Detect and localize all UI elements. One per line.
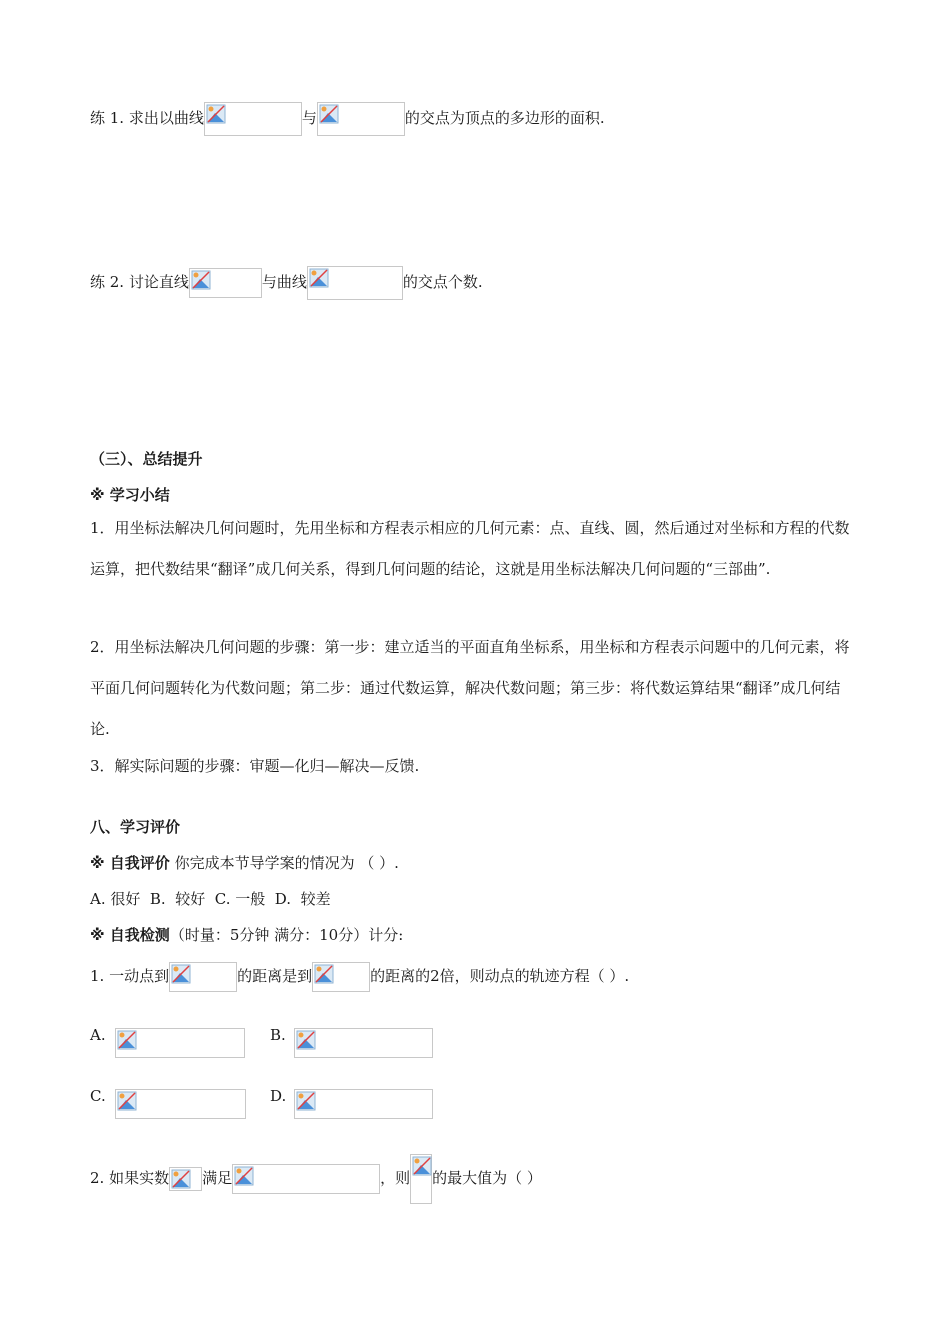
q2-text-a: 如果实数 (104, 1169, 170, 1187)
practice-2-text-c: 的交点个数. (402, 273, 483, 291)
broken-image-icon (309, 268, 329, 288)
summary-item-2: 2．用坐标法解决几何问题的步骤：第一步：建立适当的平面直角坐标系，用坐标和方程表示问题中的几何元素，将平面几何问题转化为代数问题；第二步：通过代数运算，解决代数问题；第三步：将代数运算结果“翻译”成几何结论. (90, 638, 850, 738)
q1-option-d-label: D. (270, 1087, 287, 1105)
q1-text-a: 一动点到 (104, 967, 170, 985)
self-eval-line (90, 852, 399, 874)
question-1 (90, 962, 629, 992)
q1-option-c-label: C. (90, 1087, 106, 1105)
question-2 (90, 1154, 542, 1204)
q1-text-b: 的距离是到 (237, 967, 313, 985)
formula-image (204, 102, 302, 136)
q1-option-a-label: A. (90, 1026, 106, 1044)
broken-image-icon (191, 270, 211, 290)
formula-image (169, 962, 237, 992)
evaluation-heading: 八、学习评价 (90, 818, 181, 836)
self-test-label: ※ 自我检测 (90, 926, 170, 944)
broken-image-icon (319, 104, 339, 124)
self-eval-choices: A. 很好 B. 较好 C. 一般 D. 较差 (90, 890, 331, 908)
summary-heading: （三）、总结提升 (90, 450, 203, 468)
practice-2-text-b: 与曲线 (261, 273, 307, 291)
broken-image-icon (206, 104, 226, 124)
summary-subheading: ※ 学习小结 (90, 486, 170, 504)
broken-image-icon (296, 1030, 316, 1050)
q2-text-d: 的最大值为（ ） (432, 1169, 542, 1187)
q2-text-c: ，则 (380, 1169, 411, 1187)
practice-2-text-a: 讨论直线 (128, 273, 189, 291)
formula-image (317, 102, 405, 136)
q1-option-b-formula (294, 1028, 433, 1058)
q2-text-b: 满足 (202, 1169, 233, 1187)
formula-image (312, 962, 370, 992)
practice-2 (90, 266, 483, 300)
broken-image-icon (412, 1156, 432, 1176)
self-eval-label: ※ 自我评价 (90, 854, 170, 872)
self-test-text: （时量：5分钟 满分：10分）计分: (169, 926, 404, 944)
formula-image (307, 266, 403, 300)
practice-1 (90, 102, 605, 136)
formula-image (169, 1167, 202, 1191)
q1-option-c-formula (115, 1089, 246, 1119)
broken-image-icon (171, 1169, 191, 1189)
formula-image (232, 1164, 380, 1194)
broken-image-icon (314, 964, 334, 984)
q2-number: 2. (90, 1169, 105, 1187)
practice-1-text-a: 求出以曲线 (128, 109, 204, 127)
practice-2-prefix: 练 2. (90, 273, 129, 291)
practice-1-text-b: 与 (301, 109, 317, 127)
q1-option-b-label: B. (270, 1026, 286, 1044)
broken-image-icon (171, 964, 191, 984)
self-eval-text: 你完成本节导学案的情况为 （ ）. (169, 854, 399, 872)
summary-item-1: 1．用坐标法解决几何问题时，先用坐标和方程表示相应的几何元素：点、直线、圆，然后通过对坐标和方程的代数运算，把代数结果“翻译”成几何关系，得到几何问题的结论，这就是用坐标法解决几何问题的“三部曲”. (90, 519, 850, 578)
summary-item-3: 3．解实际问题的步骤：审题—化归—解决—反馈. (90, 757, 420, 775)
broken-image-icon (234, 1166, 254, 1186)
formula-image (189, 268, 262, 298)
broken-image-icon (117, 1030, 137, 1050)
q1-text-c: 的距离的2倍，则动点的轨迹方程（ ）. (370, 967, 630, 985)
broken-image-icon (296, 1091, 316, 1111)
formula-image (410, 1154, 432, 1204)
q1-option-d-formula (294, 1089, 433, 1119)
q1-option-a-formula (115, 1028, 245, 1058)
self-test-line (90, 924, 403, 946)
broken-image-icon (117, 1091, 137, 1111)
q1-number: 1. (90, 967, 105, 985)
practice-1-prefix: 练 1. (90, 109, 129, 127)
practice-1-text-c: 的交点为顶点的多边形的面积. (404, 109, 605, 127)
